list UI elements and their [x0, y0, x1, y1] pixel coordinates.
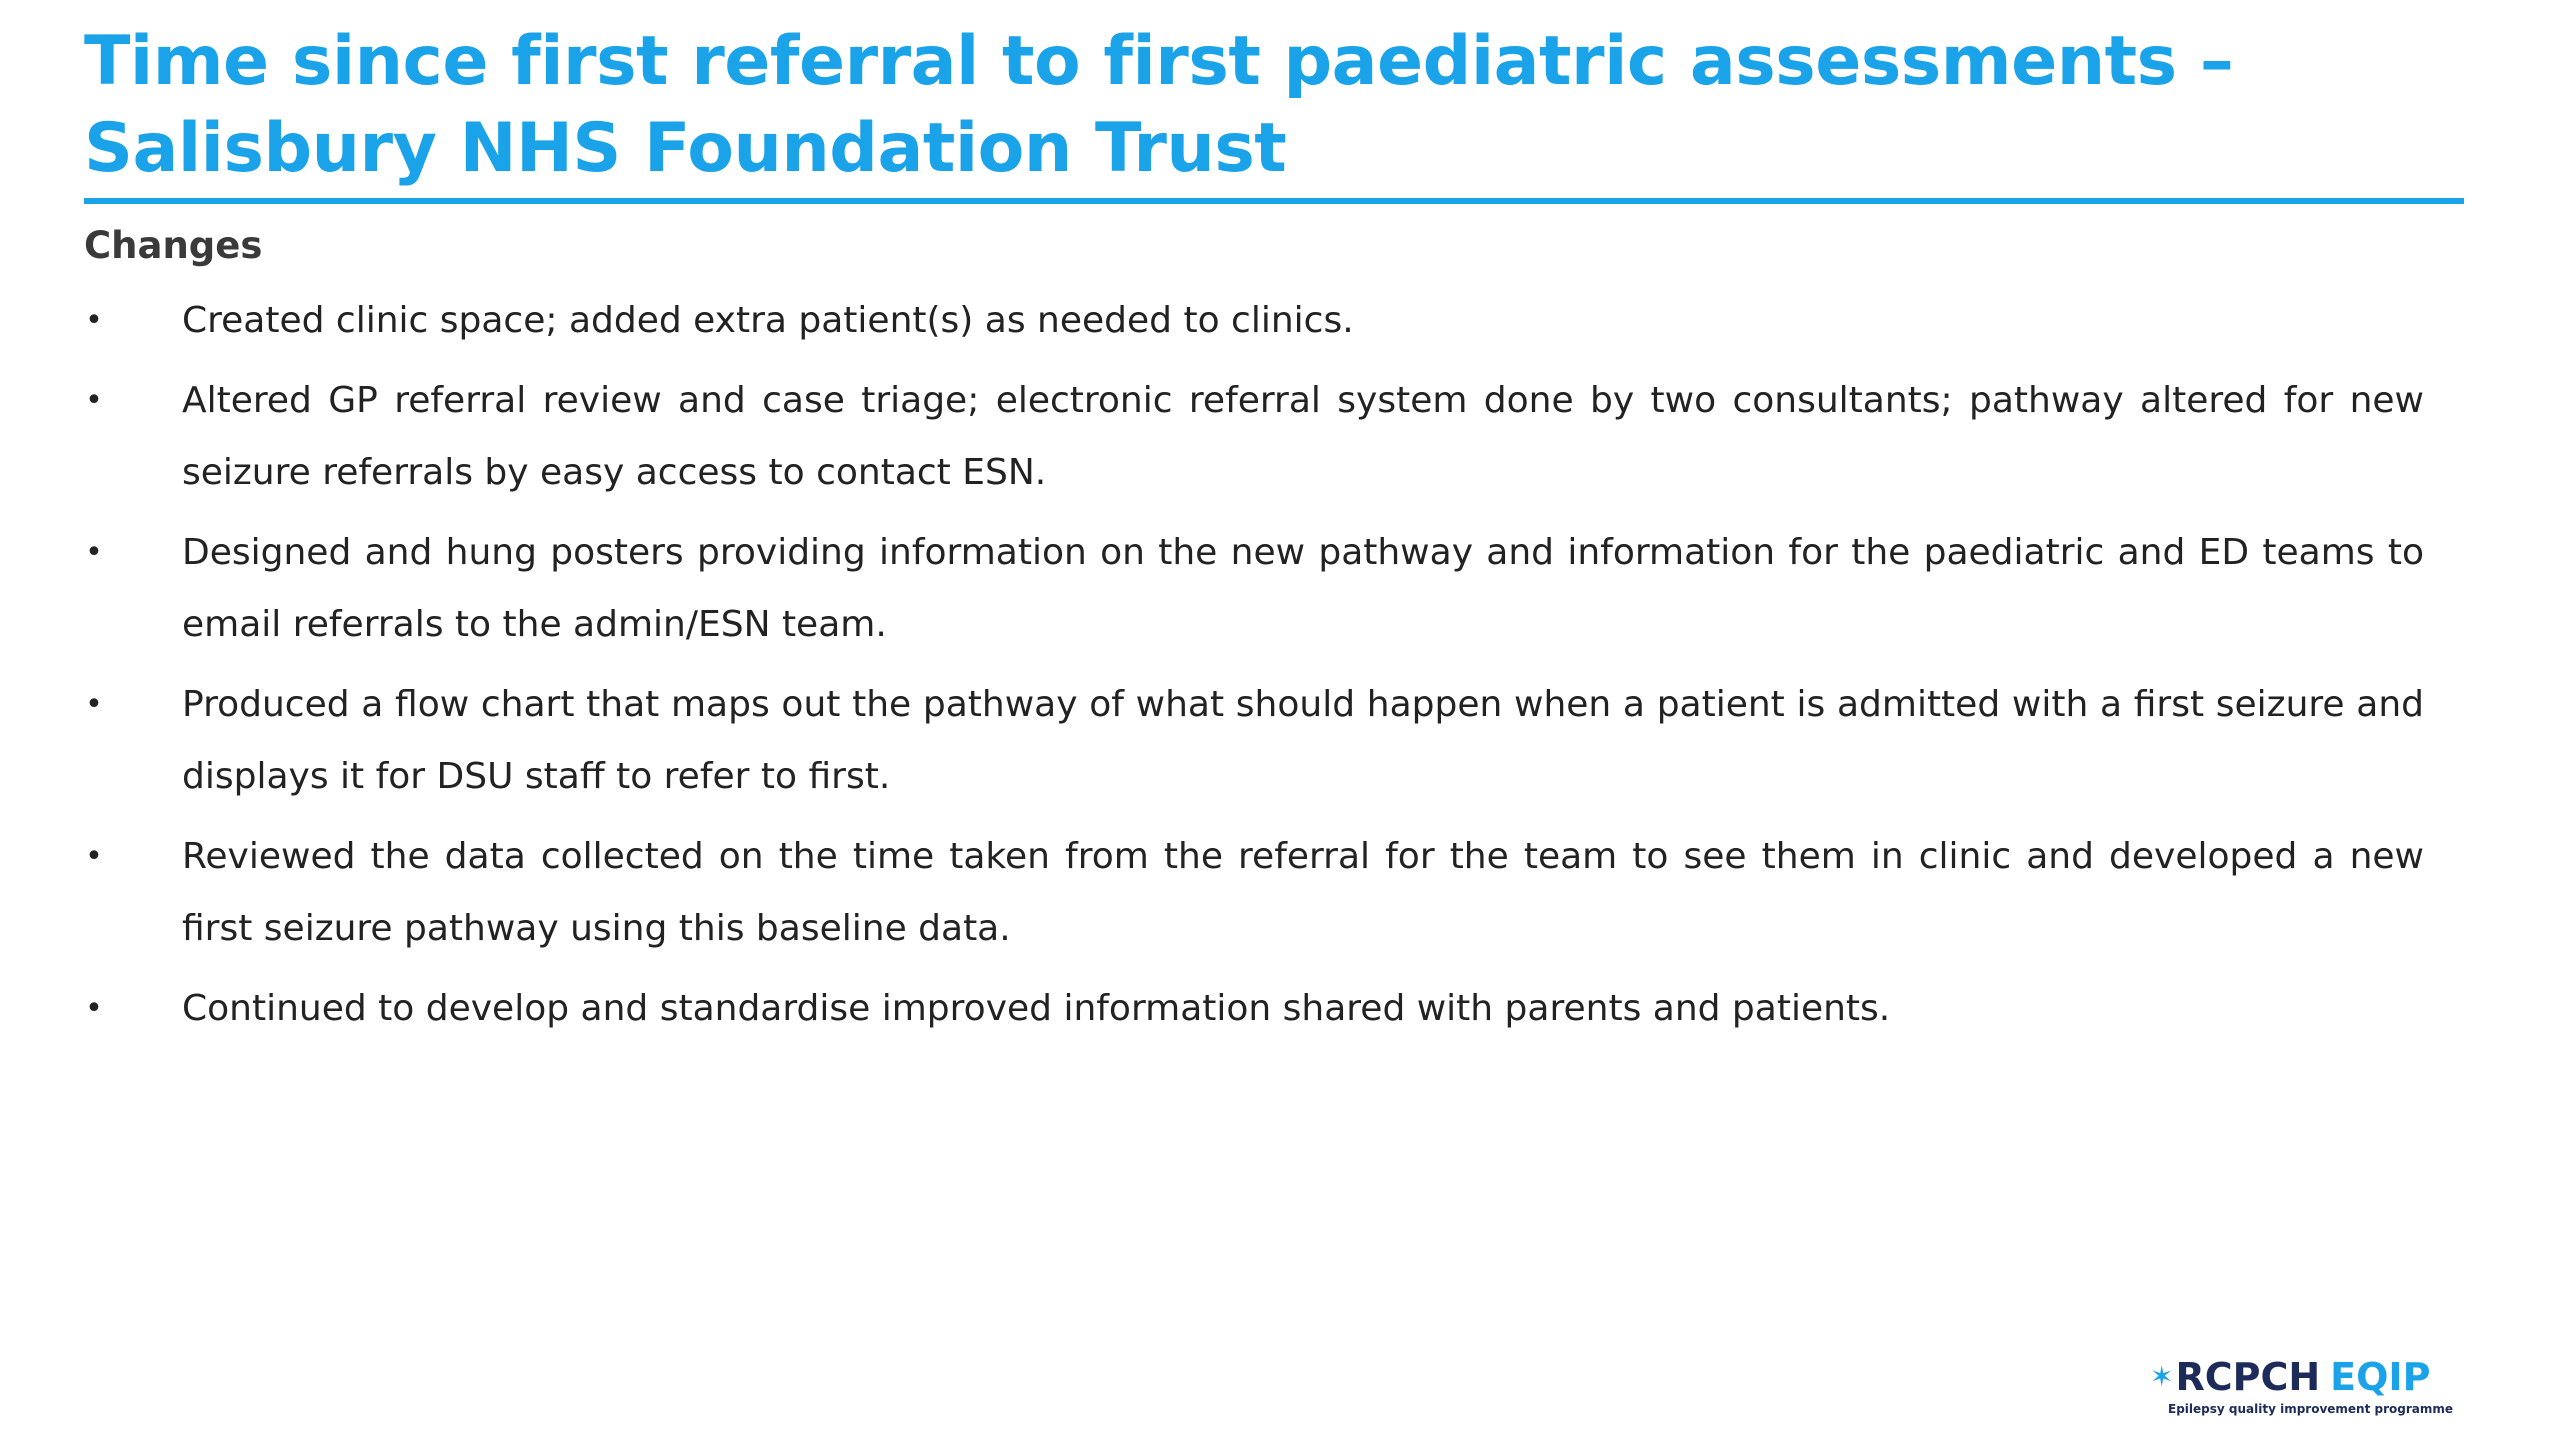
slide-title	[84, 18, 2464, 192]
slide-title-line-1: Time since first referral to first paediatric assessments –	[84, 22, 2234, 101]
bullet-icon: •	[85, 383, 103, 418]
logo-org: RCPCH	[2175, 1355, 2321, 1399]
section-heading: Changes	[84, 224, 263, 267]
star-icon: ✶	[2150, 1360, 2174, 1393]
changes-list	[84, 285, 2424, 1053]
list-item	[84, 517, 2424, 661]
list-item-text: Reviewed the data collected on the time taken from the referral for the team to see them in clinic and developed a new first seizure pathway using this baseline data.	[182, 836, 2424, 949]
list-item-text: Designed and hung posters providing information on the new pathway and information for the paediatric and ED teams to email referrals to the admin/ESN team.	[182, 532, 2424, 645]
list-item	[84, 821, 2424, 965]
bullet-icon: •	[85, 839, 103, 874]
bullet-icon: •	[85, 303, 103, 338]
bullet-icon: •	[85, 991, 103, 1026]
slide-title-line-2: Salisbury NHS Foundation Trust	[84, 109, 1287, 188]
title-divider	[84, 198, 2464, 204]
logo-tagline: Epilepsy quality improvement programme	[2168, 1402, 2454, 1416]
list-item	[84, 365, 2424, 509]
list-item	[84, 285, 2424, 357]
list-item-text: Continued to develop and standardise improved information shared with parents and patients.	[182, 988, 1891, 1029]
bullet-icon: •	[85, 535, 103, 570]
list-item	[84, 669, 2424, 813]
logo-programme: EQIP	[2330, 1355, 2431, 1399]
logo-wordmark	[2150, 1355, 2430, 1399]
list-item-text: Produced a flow chart that maps out the pathway of what should happen when a patient is admitted with a first seizure and displays it for DSU staff to refer to first.	[182, 684, 2424, 797]
rcpch-eqip-logo	[2150, 1355, 2480, 1425]
list-item	[84, 973, 2424, 1045]
bullet-icon: •	[85, 687, 103, 722]
list-item-text: Created clinic space; added extra patient(s) as needed to clinics.	[182, 300, 1354, 341]
list-item-text: Altered GP referral review and case triage; electronic referral system done by two consultants; pathway altered for new seizure referrals by easy access to contact ESN.	[182, 380, 2424, 493]
